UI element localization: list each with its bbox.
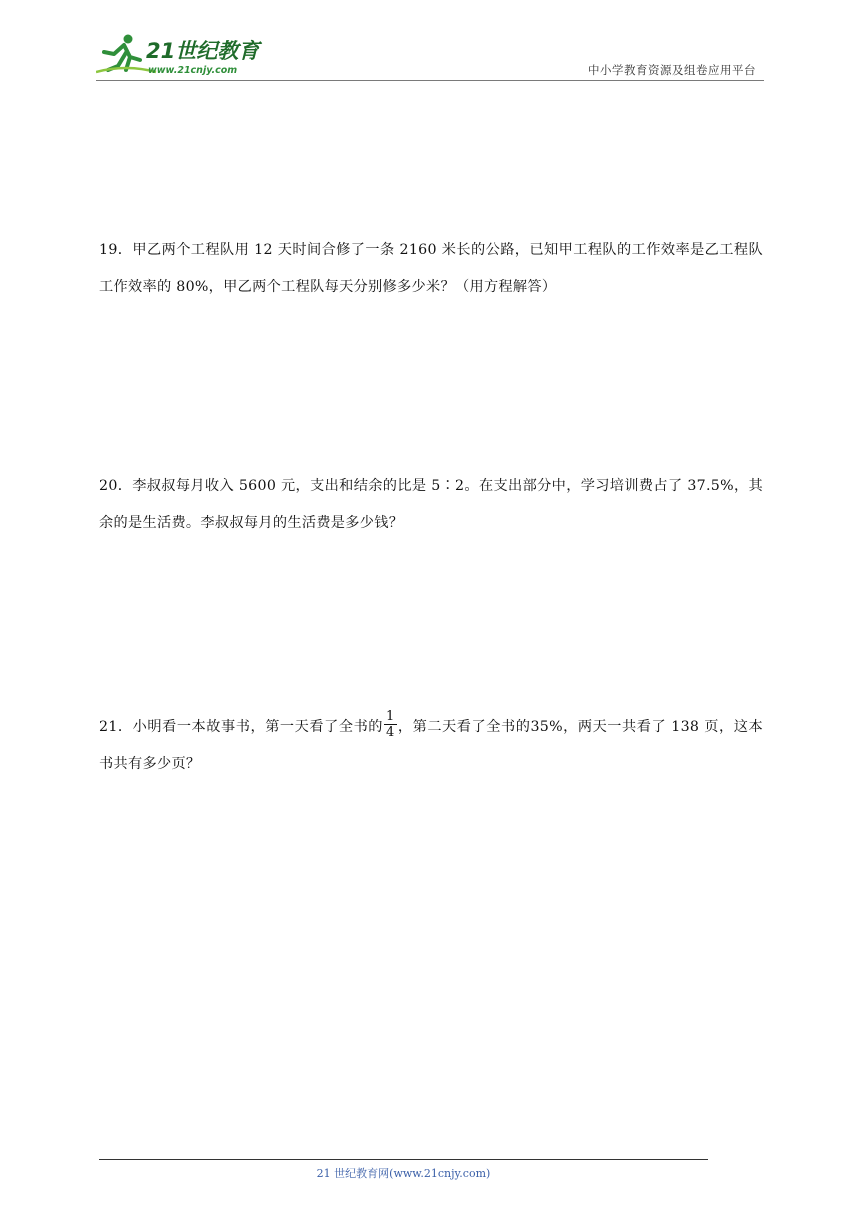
fraction-numerator: 1	[386, 708, 395, 724]
fraction-denominator: 4	[386, 724, 395, 740]
logo-brand-text: 21世纪教育	[146, 39, 260, 63]
logo-url-text: www.21cnjy.com	[148, 65, 238, 76]
footer-divider	[99, 1159, 708, 1160]
footer-text: 21 世纪教育网(www.21cnjy.com)	[316, 1167, 491, 1180]
platform-tagline: 中小学教育资源及组卷应用平台	[588, 63, 756, 77]
fraction-one-quarter	[384, 709, 397, 740]
question-21-text-before: 21．小明看一本故事书，第一天看了全书的	[99, 719, 384, 735]
question-19: 19．甲乙两个工程队用 12 天时间合修了一条 2160 米长的公路，已知甲工程队的工作效率是乙工程队工作效率的 80%，甲乙两个工程队每天分别修多少米？（用方程解答）	[99, 242, 763, 295]
question-21-text-after: ，第二天看了全书的35%，两天一共看了 138 页，这本书共有多少页？	[99, 719, 763, 772]
site-logo	[96, 30, 266, 78]
question-21	[99, 709, 763, 783]
question-20: 20．李叔叔每月收入 5600 元，支出和结余的比是 5∶2。在支出部分中，学习培训费占了 37.5%，其余的是生活费。李叔叔每月的生活费是多少钱？	[99, 478, 763, 531]
page-header	[96, 30, 764, 82]
header-divider	[96, 80, 764, 81]
